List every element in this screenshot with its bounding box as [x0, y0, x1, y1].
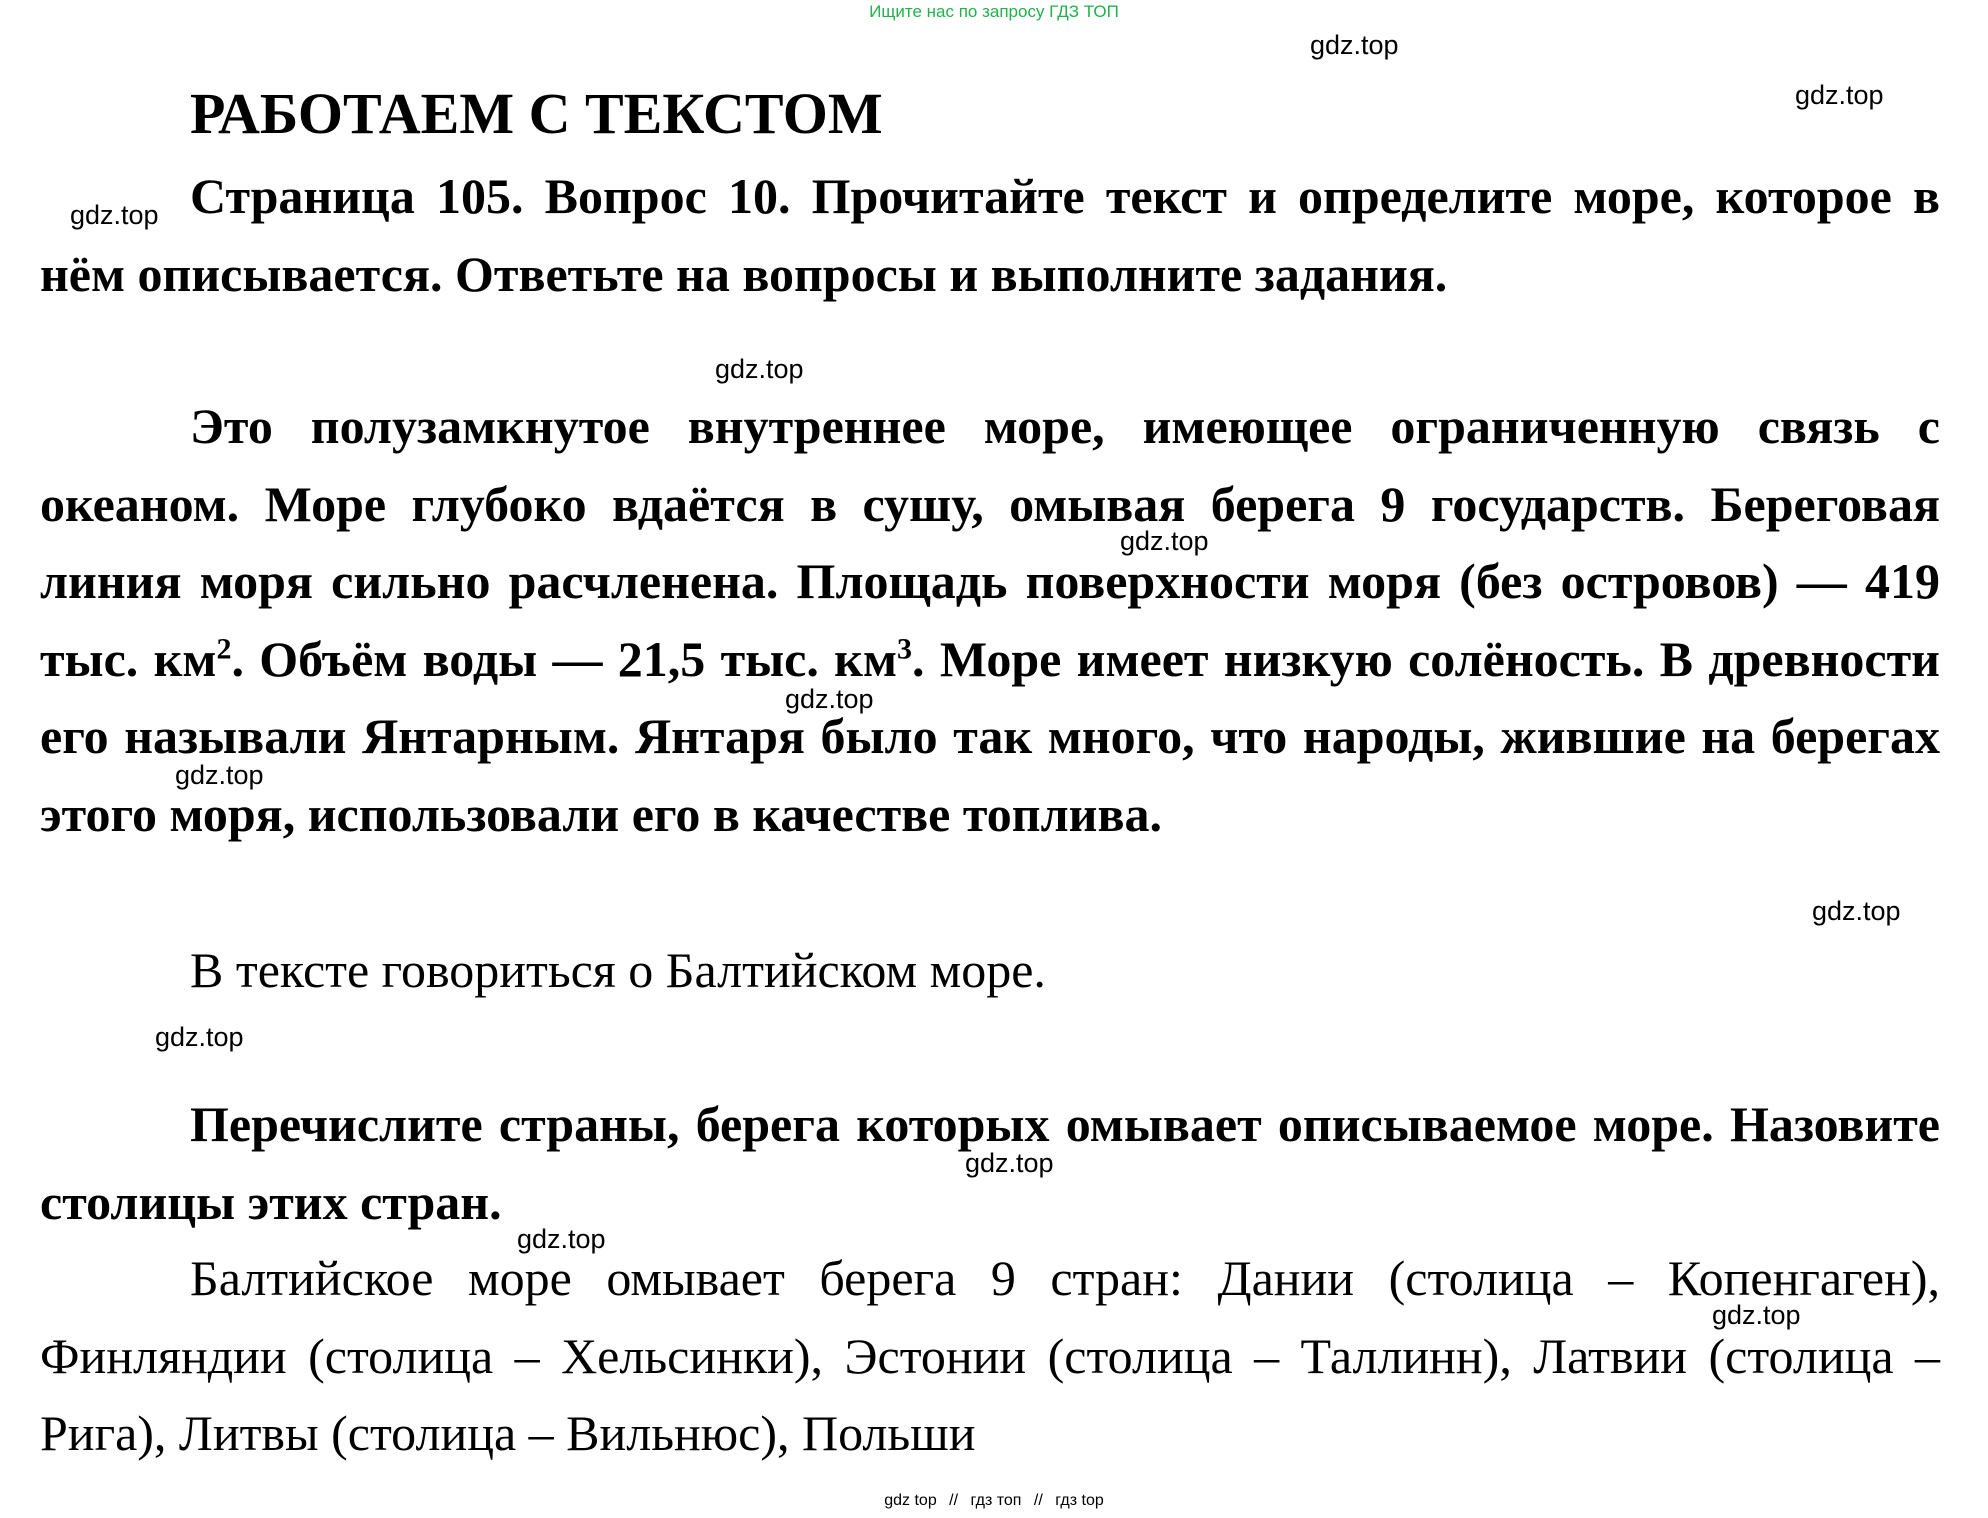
- top-notice: Ищите нас по запросу ГДЗ ТОП: [869, 2, 1119, 21]
- footer-item-1: gdz top: [884, 1492, 937, 1509]
- superscript-3: 3: [897, 631, 913, 665]
- question-2: Перечислите страны, берега которых омывает описываемое море. Назовите столицы этих стран.: [40, 1096, 1940, 1230]
- watermark: gdz.top: [715, 354, 804, 384]
- page-heading: РАБОТАЕМ С ТЕКСТОМ: [190, 81, 883, 146]
- watermark: gdz.top: [1120, 526, 1209, 556]
- passage-text: [40, 388, 1940, 853]
- footer-item-2: гдз топ: [970, 1492, 1022, 1509]
- watermark: gdz.top: [1310, 30, 1399, 60]
- watermark: gdz.top: [155, 1022, 244, 1052]
- superscript-2: 2: [216, 631, 232, 665]
- watermark: gdz.top: [517, 1224, 606, 1254]
- answer-1: В тексте говориться о Балтийском море.: [190, 942, 1046, 998]
- watermark: gdz.top: [1812, 896, 1901, 926]
- watermark: gdz.top: [965, 1148, 1054, 1178]
- watermark: gdz.top: [1795, 80, 1884, 110]
- footer-separator: //: [1033, 1492, 1043, 1509]
- passage-part-3: . Море имеет низкую солёность. В древности его называли Янтарным. Янтаря было так много, что народы, жившие на берегах этого моря, использовали его в качестве топлива.: [40, 630, 1940, 842]
- footer: [0, 1492, 1988, 1510]
- passage-part-1: Это полузамкнутое внутреннее море, имеющее ограниченную связь с океаном. Море глубоко вдаётся в сушу, омывая берега 9 государств. Береговая линия моря сильно расчленена. Площадь поверхности моря (без островов) — 419 тыс. км: [40, 398, 1940, 687]
- watermark: gdz.top: [70, 200, 159, 230]
- watermark: gdz.top: [1712, 1300, 1801, 1330]
- footer-item-3: гдз top: [1055, 1492, 1104, 1509]
- watermark: gdz.top: [175, 760, 264, 790]
- question-1: Страница 105. Вопрос 10. Прочитайте текст и определите море, которое в нём описывается. Ответьте на вопросы и выполните задания.: [40, 168, 1940, 302]
- answer-2: Балтийское море омывает берега 9 стран: Дании (столица – Копенгаген), Финляндии (столица – Хельсинки), Эстонии (столица – Таллинн), Латвии (столица – Рига), Литвы (столица – Вильнюс), Польши: [40, 1250, 1940, 1461]
- watermark: gdz.top: [785, 684, 874, 714]
- passage-part-2: . Объём воды — 21,5 тыс. км: [231, 630, 898, 687]
- footer-separator: //: [949, 1492, 959, 1509]
